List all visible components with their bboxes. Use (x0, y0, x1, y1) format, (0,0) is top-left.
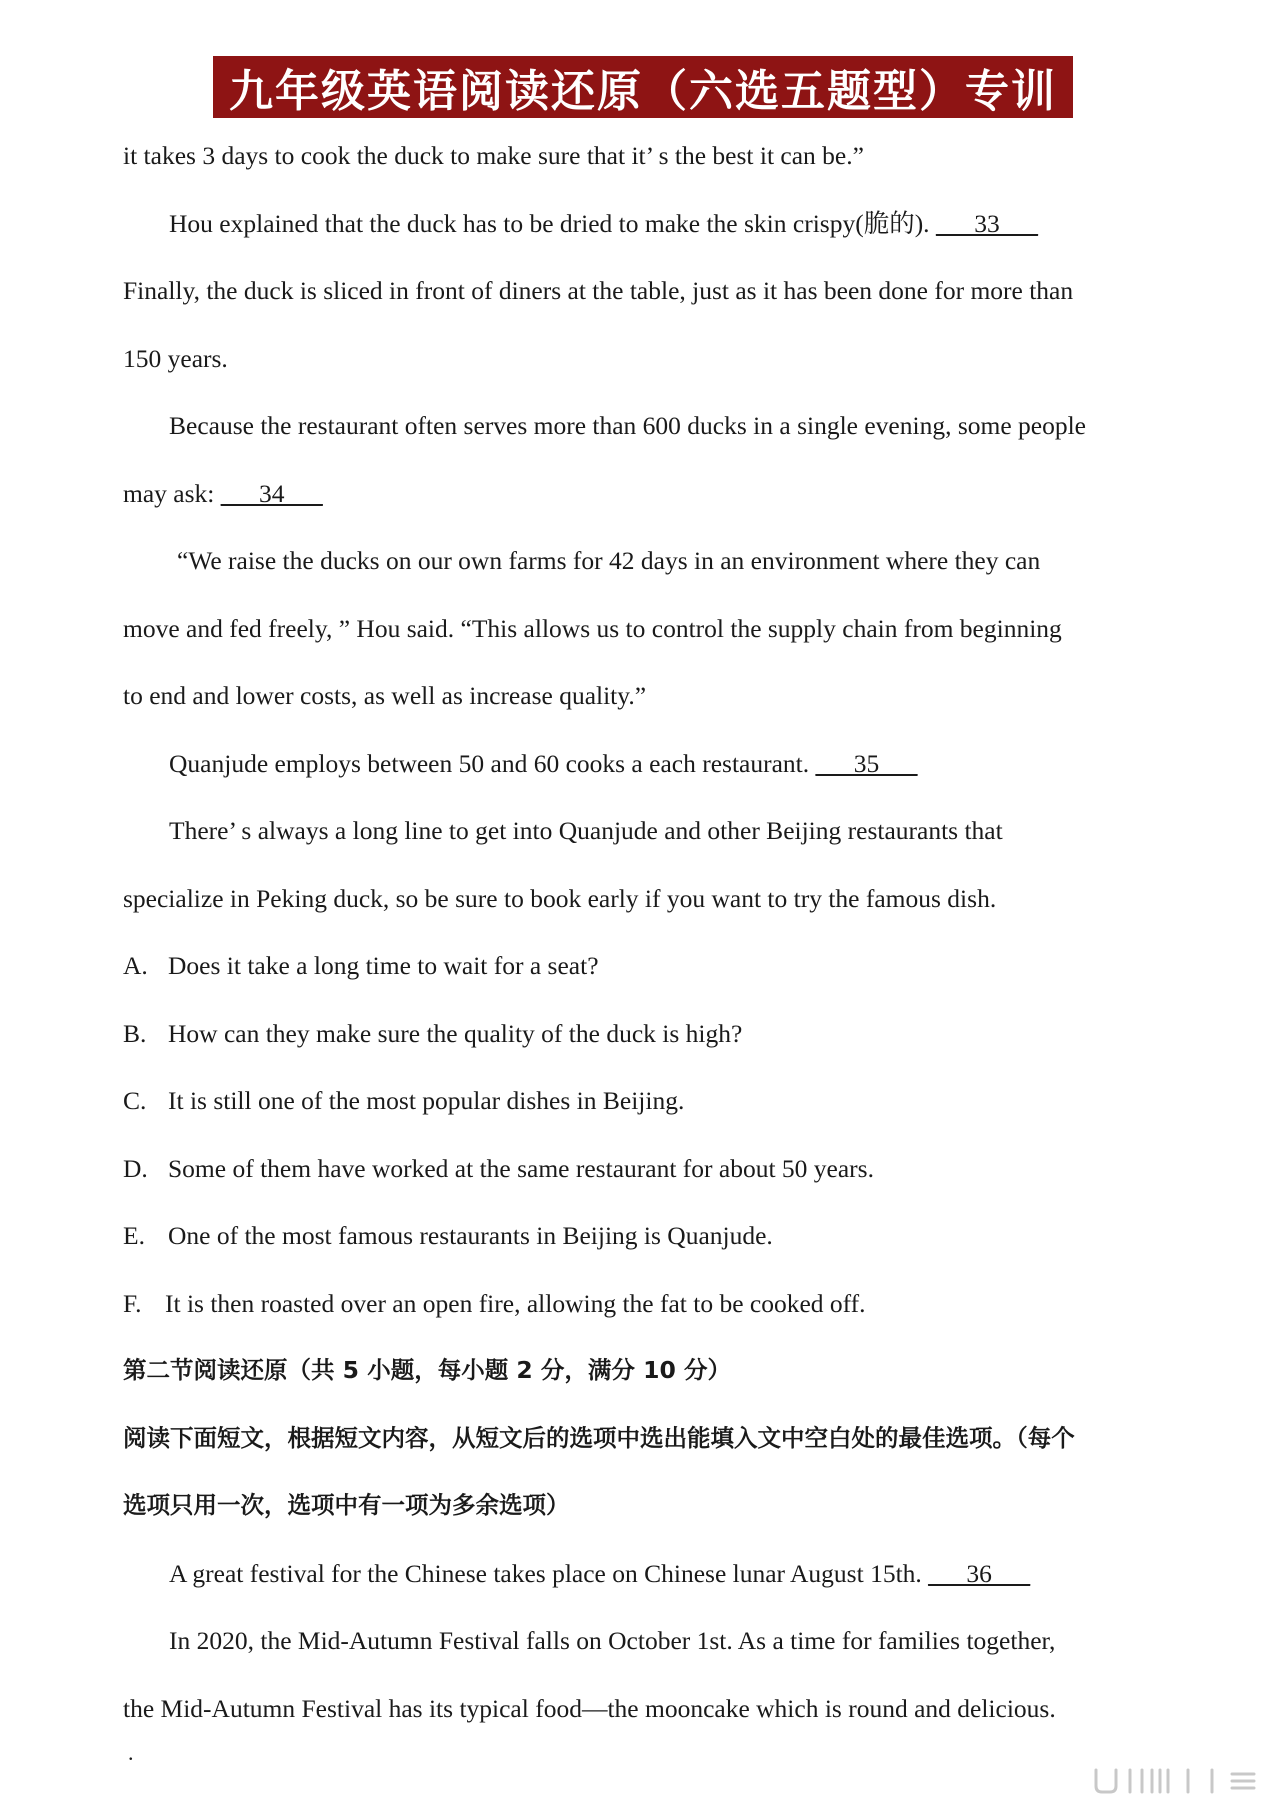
passage-text: may ask: (123, 478, 215, 508)
option-item (123, 932, 1178, 1000)
passage-line: Finally, the duck is sliced in front of diners at the table, just as it has been done for more than (123, 276, 1074, 305)
option-text: Does it take a long time to wait for a seat? (168, 951, 599, 980)
passage-line: the Mid-Autumn Festival has its typical food—the mooncake which is round and delicious. (123, 1693, 1056, 1723)
passage-line: it takes 3 days to cook the duck to make sure that it’ s the best it can be.” (123, 141, 864, 170)
bar-lines-watermark-icon (1092, 1766, 1260, 1796)
option-text: One of the most famous restaurants in Beijing is Quanjude. (168, 1221, 773, 1250)
option-letter: A. (123, 951, 148, 980)
option-letter: E. (123, 1221, 145, 1250)
passage-text: Hou explained that the duck has to be dried to make the skin crispy(脆的). (169, 208, 930, 238)
page-title: 九年级英语阅读还原（六选五题型）专训 (213, 56, 1073, 118)
passage-line: move and fed freely, ” Hou said. “This allows us to control the supply chain from beginning (123, 613, 1062, 643)
option-letter: F. (123, 1288, 142, 1318)
passage-text: A great festival for the Chinese takes place on Chinese lunar August 15th. (169, 1558, 922, 1588)
passage-line: to end and lower costs, as well as increase quality.” (123, 681, 647, 710)
passage-line: Because the restaurant often serves more than 600 ducks in a single evening, some people (169, 411, 1087, 440)
option-letter: D. (123, 1153, 148, 1183)
passage-text: Quanjude employs between 50 and 60 cooks a each restaurant. (169, 748, 810, 778)
answer-blank-33: ___33___ (935, 208, 1038, 238)
answer-blank-34: ___34___ (220, 478, 323, 508)
passage-line (123, 190, 1178, 258)
option-text: It is still one of the most popular dishes in Beijing. (168, 1086, 685, 1115)
passage-line: 150 years. (123, 343, 228, 373)
option-item (123, 1135, 1178, 1203)
option-letter: C. (123, 1086, 147, 1115)
option-item (123, 1067, 1178, 1135)
document-body (123, 122, 1178, 1742)
option-letter: B. (123, 1018, 147, 1048)
passage-line: “We raise the ducks on our own farms for 42 days in an environment where they can (177, 546, 1041, 575)
trailing-mark: . (128, 1740, 134, 1765)
option-text: It is then roasted over an open fire, allowing the fat to be cooked off. (165, 1288, 866, 1318)
option-item (123, 1270, 1178, 1338)
option-item (123, 1000, 1178, 1068)
option-text: Some of them have worked at the same restaurant for about 50 years. (168, 1153, 874, 1183)
option-text: How can they make sure the quality of the duck is high? (168, 1018, 743, 1048)
passage-line (123, 730, 1178, 798)
section-instruction: 阅读下面短文，根据短文内容，从短文后的选项中选出能填入文中空白处的最佳选项。（每个 (123, 1423, 1075, 1452)
passage-line: There’ s always a long line to get into Quanjude and other Beijing restaurants that (169, 816, 1003, 845)
passage-line (123, 1540, 1178, 1608)
option-item (123, 1202, 1178, 1270)
answer-blank-35: ___35___ (815, 748, 918, 778)
section-instruction: 选项只用一次，选项中有一项为多余选项） (123, 1491, 570, 1519)
passage-line: specialize in Peking duck, so be sure to book early if you want to try the famous dish. (123, 883, 997, 913)
section-heading: 第二节阅读还原（共 5 小题，每小题 2 分，满分 10 分） (123, 1356, 731, 1384)
answer-blank-36: ___36___ (928, 1558, 1031, 1588)
passage-line (123, 460, 1178, 528)
passage-line: In 2020, the Mid-Autumn Festival falls on October 1st. As a time for families together, (169, 1626, 1056, 1655)
